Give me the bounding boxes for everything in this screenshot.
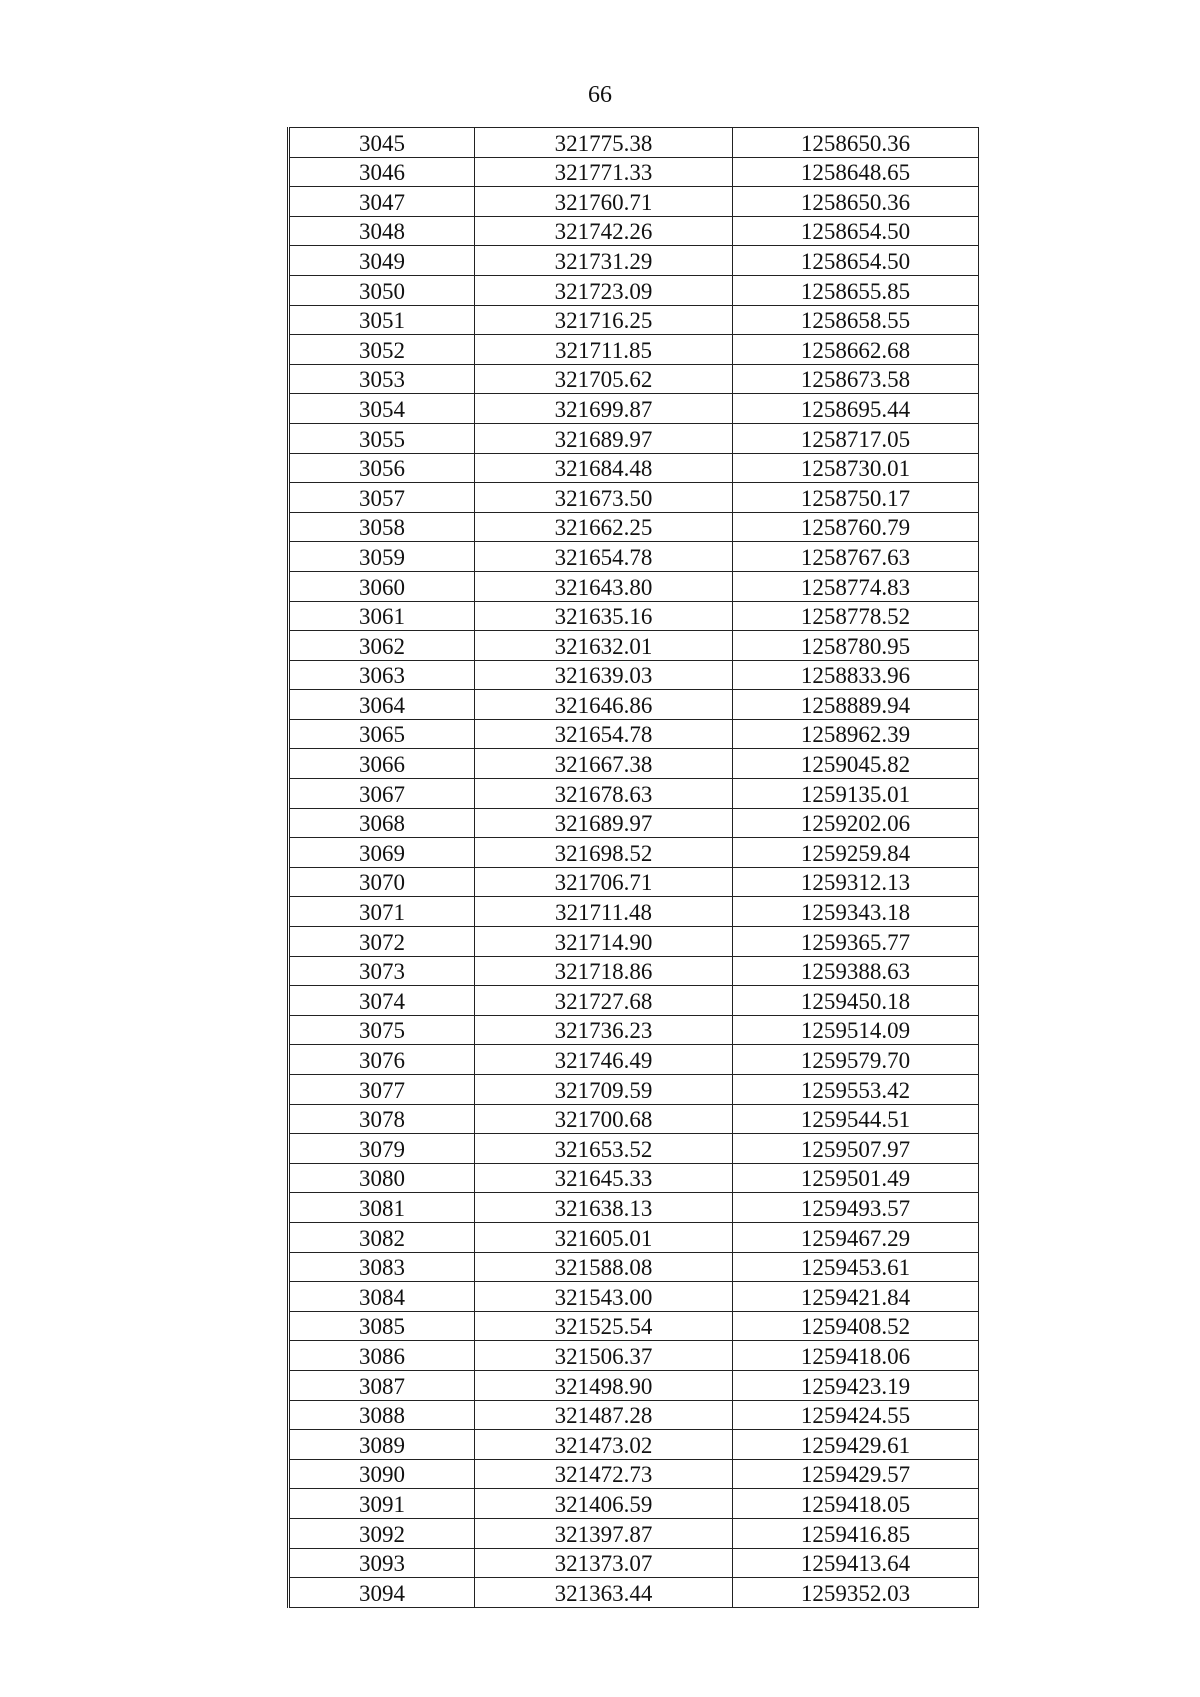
point-number-cell: 3067 bbox=[289, 779, 475, 809]
x-coordinate-cell: 321714.90 bbox=[475, 927, 733, 957]
y-coordinate-cell: 1259429.57 bbox=[733, 1459, 979, 1489]
y-coordinate-cell: 1258774.83 bbox=[733, 571, 979, 601]
point-number-cell: 3089 bbox=[289, 1430, 475, 1460]
x-coordinate-cell: 321731.29 bbox=[475, 246, 733, 276]
y-coordinate-cell: 1258654.50 bbox=[733, 216, 979, 246]
table-row bbox=[289, 1222, 979, 1252]
table-row bbox=[289, 1341, 979, 1371]
y-coordinate-cell: 1259579.70 bbox=[733, 1045, 979, 1075]
y-coordinate-cell: 1259045.82 bbox=[733, 749, 979, 779]
point-number-cell: 3050 bbox=[289, 275, 475, 305]
x-coordinate-cell: 321678.63 bbox=[475, 779, 733, 809]
table-row bbox=[289, 956, 979, 986]
point-number-cell: 3074 bbox=[289, 986, 475, 1016]
x-coordinate-cell: 321727.68 bbox=[475, 986, 733, 1016]
point-number-cell: 3088 bbox=[289, 1400, 475, 1430]
point-number-cell: 3085 bbox=[289, 1311, 475, 1341]
y-coordinate-cell: 1259418.06 bbox=[733, 1341, 979, 1371]
point-number-cell: 3049 bbox=[289, 246, 475, 276]
point-number-cell: 3051 bbox=[289, 305, 475, 335]
x-coordinate-cell: 321698.52 bbox=[475, 838, 733, 868]
y-coordinate-cell: 1259453.61 bbox=[733, 1252, 979, 1282]
point-number-cell: 3052 bbox=[289, 335, 475, 365]
x-coordinate-cell: 321473.02 bbox=[475, 1430, 733, 1460]
point-number-cell: 3059 bbox=[289, 542, 475, 572]
point-number-cell: 3087 bbox=[289, 1370, 475, 1400]
point-number-cell: 3058 bbox=[289, 512, 475, 542]
table-row bbox=[289, 660, 979, 690]
y-coordinate-cell: 1259514.09 bbox=[733, 1015, 979, 1045]
x-coordinate-cell: 321588.08 bbox=[475, 1252, 733, 1282]
x-coordinate-cell: 321699.87 bbox=[475, 394, 733, 424]
point-number-cell: 3086 bbox=[289, 1341, 475, 1371]
x-coordinate-cell: 321506.37 bbox=[475, 1341, 733, 1371]
table-row bbox=[289, 1489, 979, 1519]
x-coordinate-cell: 321718.86 bbox=[475, 956, 733, 986]
y-coordinate-cell: 1259544.51 bbox=[733, 1104, 979, 1134]
y-coordinate-cell: 1259259.84 bbox=[733, 838, 979, 868]
table-row bbox=[289, 1430, 979, 1460]
y-coordinate-cell: 1258648.65 bbox=[733, 157, 979, 187]
y-coordinate-cell: 1258889.94 bbox=[733, 690, 979, 720]
point-number-cell: 3071 bbox=[289, 897, 475, 927]
x-coordinate-cell: 321635.16 bbox=[475, 601, 733, 631]
y-coordinate-cell: 1259467.29 bbox=[733, 1222, 979, 1252]
x-coordinate-cell: 321711.85 bbox=[475, 335, 733, 365]
point-number-cell: 3061 bbox=[289, 601, 475, 631]
table-row bbox=[289, 483, 979, 513]
x-coordinate-cell: 321746.49 bbox=[475, 1045, 733, 1075]
y-coordinate-cell: 1259352.03 bbox=[733, 1578, 979, 1608]
point-number-cell: 3094 bbox=[289, 1578, 475, 1608]
table-row bbox=[289, 1311, 979, 1341]
point-number-cell: 3046 bbox=[289, 157, 475, 187]
y-coordinate-cell: 1259553.42 bbox=[733, 1075, 979, 1105]
table-row bbox=[289, 1400, 979, 1430]
point-number-cell: 3077 bbox=[289, 1075, 475, 1105]
point-number-cell: 3056 bbox=[289, 453, 475, 483]
x-coordinate-cell: 321673.50 bbox=[475, 483, 733, 513]
x-coordinate-cell: 321711.48 bbox=[475, 897, 733, 927]
x-coordinate-cell: 321716.25 bbox=[475, 305, 733, 335]
x-coordinate-cell: 321638.13 bbox=[475, 1193, 733, 1223]
y-coordinate-cell: 1259507.97 bbox=[733, 1134, 979, 1164]
x-coordinate-cell: 321397.87 bbox=[475, 1518, 733, 1548]
x-coordinate-cell: 321639.03 bbox=[475, 660, 733, 690]
point-number-cell: 3047 bbox=[289, 187, 475, 217]
y-coordinate-cell: 1258658.55 bbox=[733, 305, 979, 335]
y-coordinate-cell: 1259408.52 bbox=[733, 1311, 979, 1341]
point-number-cell: 3084 bbox=[289, 1282, 475, 1312]
point-number-cell: 3055 bbox=[289, 423, 475, 453]
point-number-cell: 3081 bbox=[289, 1193, 475, 1223]
table-row bbox=[289, 719, 979, 749]
table-row bbox=[289, 1193, 979, 1223]
x-coordinate-cell: 321605.01 bbox=[475, 1222, 733, 1252]
table-row bbox=[289, 542, 979, 572]
x-coordinate-cell: 321689.97 bbox=[475, 423, 733, 453]
point-number-cell: 3062 bbox=[289, 631, 475, 661]
point-number-cell: 3079 bbox=[289, 1134, 475, 1164]
table-row bbox=[289, 394, 979, 424]
table-row bbox=[289, 631, 979, 661]
table-row bbox=[289, 1252, 979, 1282]
y-coordinate-cell: 1258778.52 bbox=[733, 601, 979, 631]
table-row bbox=[289, 187, 979, 217]
point-number-cell: 3045 bbox=[289, 128, 475, 158]
x-coordinate-cell: 321775.38 bbox=[475, 128, 733, 158]
x-coordinate-cell: 321736.23 bbox=[475, 1015, 733, 1045]
table-row bbox=[289, 128, 979, 158]
x-coordinate-cell: 321709.59 bbox=[475, 1075, 733, 1105]
table-row bbox=[289, 1104, 979, 1134]
y-coordinate-cell: 1259418.05 bbox=[733, 1489, 979, 1519]
y-coordinate-cell: 1259365.77 bbox=[733, 927, 979, 957]
x-coordinate-cell: 321646.86 bbox=[475, 690, 733, 720]
x-coordinate-cell: 321760.71 bbox=[475, 187, 733, 217]
table-row bbox=[289, 1459, 979, 1489]
table-row bbox=[289, 1578, 979, 1608]
point-number-cell: 3057 bbox=[289, 483, 475, 513]
table-row bbox=[289, 305, 979, 335]
table-row bbox=[289, 216, 979, 246]
table-row bbox=[289, 571, 979, 601]
y-coordinate-cell: 1258662.68 bbox=[733, 335, 979, 365]
table-row bbox=[289, 1075, 979, 1105]
point-number-cell: 3083 bbox=[289, 1252, 475, 1282]
table-row bbox=[289, 246, 979, 276]
y-coordinate-cell: 1259413.64 bbox=[733, 1548, 979, 1578]
point-number-cell: 3066 bbox=[289, 749, 475, 779]
point-number-cell: 3054 bbox=[289, 394, 475, 424]
table-row bbox=[289, 1548, 979, 1578]
x-coordinate-cell: 321667.38 bbox=[475, 749, 733, 779]
table-row bbox=[289, 927, 979, 957]
y-coordinate-cell: 1259135.01 bbox=[733, 779, 979, 809]
coordinate-table bbox=[287, 127, 979, 1608]
table-row bbox=[289, 1518, 979, 1548]
table-row bbox=[289, 1370, 979, 1400]
x-coordinate-cell: 321662.25 bbox=[475, 512, 733, 542]
y-coordinate-cell: 1258650.36 bbox=[733, 187, 979, 217]
y-coordinate-cell: 1258655.85 bbox=[733, 275, 979, 305]
point-number-cell: 3060 bbox=[289, 571, 475, 601]
table-row bbox=[289, 423, 979, 453]
y-coordinate-cell: 1259424.55 bbox=[733, 1400, 979, 1430]
point-number-cell: 3091 bbox=[289, 1489, 475, 1519]
y-coordinate-cell: 1259429.61 bbox=[733, 1430, 979, 1460]
x-coordinate-cell: 321689.97 bbox=[475, 808, 733, 838]
point-number-cell: 3069 bbox=[289, 838, 475, 868]
x-coordinate-cell: 321742.26 bbox=[475, 216, 733, 246]
table-row bbox=[289, 364, 979, 394]
table-row bbox=[289, 986, 979, 1016]
y-coordinate-cell: 1258833.96 bbox=[733, 660, 979, 690]
table-row bbox=[289, 275, 979, 305]
y-coordinate-cell: 1258717.05 bbox=[733, 423, 979, 453]
point-number-cell: 3078 bbox=[289, 1104, 475, 1134]
y-coordinate-cell: 1259423.19 bbox=[733, 1370, 979, 1400]
point-number-cell: 3093 bbox=[289, 1548, 475, 1578]
x-coordinate-cell: 321363.44 bbox=[475, 1578, 733, 1608]
x-coordinate-cell: 321723.09 bbox=[475, 275, 733, 305]
point-number-cell: 3080 bbox=[289, 1163, 475, 1193]
point-number-cell: 3070 bbox=[289, 867, 475, 897]
y-coordinate-cell: 1258962.39 bbox=[733, 719, 979, 749]
table-row bbox=[289, 1163, 979, 1193]
x-coordinate-cell: 321487.28 bbox=[475, 1400, 733, 1430]
y-coordinate-cell: 1258730.01 bbox=[733, 453, 979, 483]
table-row bbox=[289, 897, 979, 927]
coordinate-table-body bbox=[289, 128, 979, 1608]
point-number-cell: 3072 bbox=[289, 927, 475, 957]
table-row bbox=[289, 1015, 979, 1045]
point-number-cell: 3053 bbox=[289, 364, 475, 394]
y-coordinate-cell: 1259202.06 bbox=[733, 808, 979, 838]
y-coordinate-cell: 1258654.50 bbox=[733, 246, 979, 276]
table-row bbox=[289, 838, 979, 868]
point-number-cell: 3082 bbox=[289, 1222, 475, 1252]
table-row bbox=[289, 867, 979, 897]
y-coordinate-cell: 1259501.49 bbox=[733, 1163, 979, 1193]
point-number-cell: 3076 bbox=[289, 1045, 475, 1075]
x-coordinate-cell: 321653.52 bbox=[475, 1134, 733, 1164]
y-coordinate-cell: 1259421.84 bbox=[733, 1282, 979, 1312]
x-coordinate-cell: 321700.68 bbox=[475, 1104, 733, 1134]
y-coordinate-cell: 1259343.18 bbox=[733, 897, 979, 927]
table-row bbox=[289, 749, 979, 779]
x-coordinate-cell: 321654.78 bbox=[475, 542, 733, 572]
x-coordinate-cell: 321543.00 bbox=[475, 1282, 733, 1312]
y-coordinate-cell: 1258650.36 bbox=[733, 128, 979, 158]
point-number-cell: 3090 bbox=[289, 1459, 475, 1489]
x-coordinate-cell: 321706.71 bbox=[475, 867, 733, 897]
x-coordinate-cell: 321525.54 bbox=[475, 1311, 733, 1341]
x-coordinate-cell: 321373.07 bbox=[475, 1548, 733, 1578]
table-row bbox=[289, 1282, 979, 1312]
table-row bbox=[289, 779, 979, 809]
y-coordinate-cell: 1258767.63 bbox=[733, 542, 979, 572]
y-coordinate-cell: 1259388.63 bbox=[733, 956, 979, 986]
page-number: 66 bbox=[588, 82, 612, 108]
x-coordinate-cell: 321771.33 bbox=[475, 157, 733, 187]
point-number-cell: 3065 bbox=[289, 719, 475, 749]
y-coordinate-cell: 1258673.58 bbox=[733, 364, 979, 394]
x-coordinate-cell: 321643.80 bbox=[475, 571, 733, 601]
y-coordinate-cell: 1259450.18 bbox=[733, 986, 979, 1016]
point-number-cell: 3068 bbox=[289, 808, 475, 838]
x-coordinate-cell: 321684.48 bbox=[475, 453, 733, 483]
table-row bbox=[289, 690, 979, 720]
y-coordinate-cell: 1258780.95 bbox=[733, 631, 979, 661]
x-coordinate-cell: 321498.90 bbox=[475, 1370, 733, 1400]
y-coordinate-cell: 1259493.57 bbox=[733, 1193, 979, 1223]
x-coordinate-cell: 321645.33 bbox=[475, 1163, 733, 1193]
point-number-cell: 3063 bbox=[289, 660, 475, 690]
y-coordinate-cell: 1259312.13 bbox=[733, 867, 979, 897]
table-row bbox=[289, 157, 979, 187]
point-number-cell: 3092 bbox=[289, 1518, 475, 1548]
table-row bbox=[289, 1045, 979, 1075]
x-coordinate-cell: 321472.73 bbox=[475, 1459, 733, 1489]
point-number-cell: 3048 bbox=[289, 216, 475, 246]
point-number-cell: 3073 bbox=[289, 956, 475, 986]
point-number-cell: 3075 bbox=[289, 1015, 475, 1045]
table-row bbox=[289, 512, 979, 542]
y-coordinate-cell: 1259416.85 bbox=[733, 1518, 979, 1548]
table-row bbox=[289, 1134, 979, 1164]
table-row bbox=[289, 453, 979, 483]
table-row bbox=[289, 335, 979, 365]
table-row bbox=[289, 601, 979, 631]
point-number-cell: 3064 bbox=[289, 690, 475, 720]
y-coordinate-cell: 1258760.79 bbox=[733, 512, 979, 542]
y-coordinate-cell: 1258695.44 bbox=[733, 394, 979, 424]
x-coordinate-cell: 321406.59 bbox=[475, 1489, 733, 1519]
table-row bbox=[289, 808, 979, 838]
x-coordinate-cell: 321654.78 bbox=[475, 719, 733, 749]
x-coordinate-cell: 321705.62 bbox=[475, 364, 733, 394]
x-coordinate-cell: 321632.01 bbox=[475, 631, 733, 661]
y-coordinate-cell: 1258750.17 bbox=[733, 483, 979, 513]
